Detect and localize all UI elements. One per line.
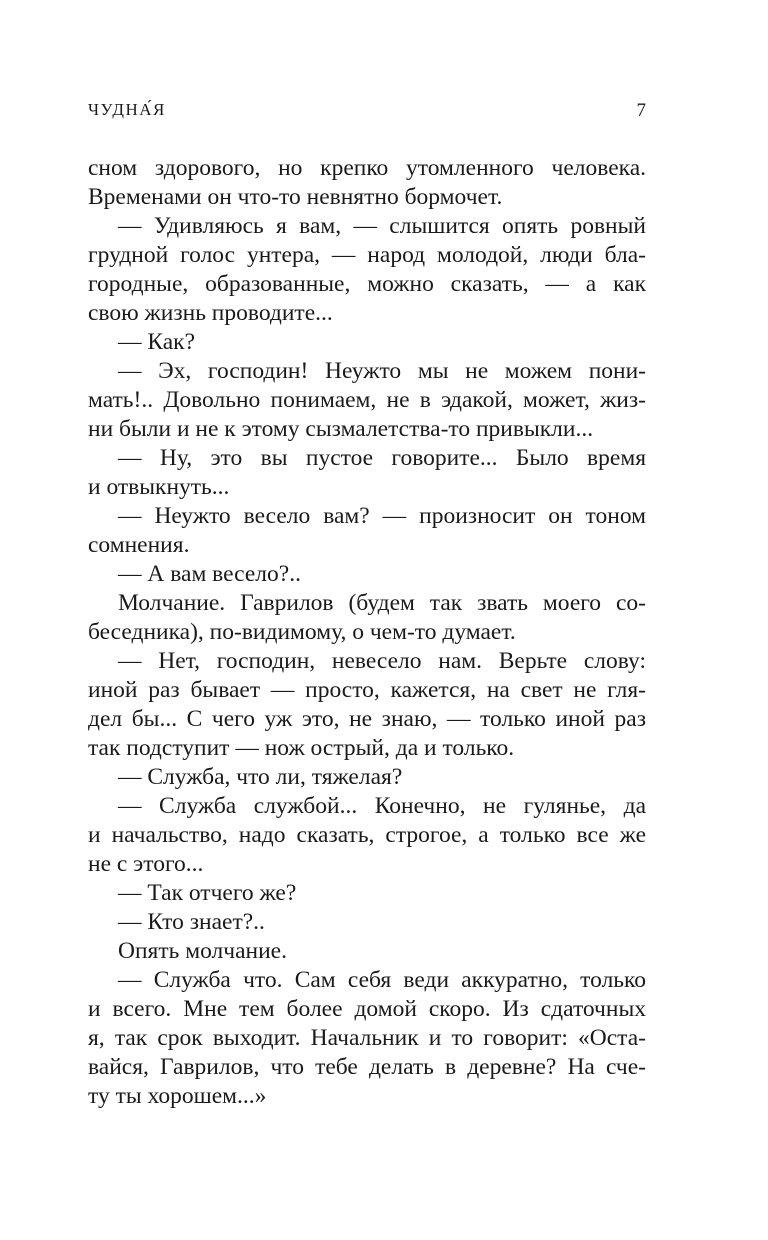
text-line: и отвыкнуть... <box>88 474 230 500</box>
text-line: — Нет, господин, невесело нам. Верьте слову: <box>118 648 646 674</box>
text-line: иной раз бывает — просто, кажется, на свет не гля- <box>88 677 646 703</box>
text-line: — Служба службой... Конечно, не гулянье, да <box>118 793 646 819</box>
text-line: — Неужто весело вам? — произносит он тоном <box>118 503 646 529</box>
paragraph <box>88 560 646 589</box>
text-line: — Удивляюсь я вам, — слышится опять ровный <box>118 213 646 239</box>
text-line: — Служба, что ли, тяжелая? <box>118 764 403 790</box>
text-line: беседника), по-видимому, о чем-то думает. <box>88 619 516 645</box>
text-line: вайся, Гаврилов, что тебе делать в деревне? На сче- <box>88 1054 646 1080</box>
text-line: — Служба что. Сам себя веди аккуратно, только <box>118 967 646 993</box>
text-line: Временами он что-то невнятно бормочет. <box>88 184 503 210</box>
paragraph <box>88 792 646 879</box>
paragraph <box>88 908 646 937</box>
text-line: мать!.. Довольно понимаем, не в эдакой, может, жиз- <box>88 387 646 413</box>
text-line: — Эх, господин! Неужто мы не можем пони- <box>118 358 646 384</box>
text-line: Опять молчание. <box>118 938 287 964</box>
page-number: 7 <box>636 100 646 121</box>
paragraph <box>88 966 646 1111</box>
text-line: сном здорового, но крепко утомленного человека. <box>88 155 646 181</box>
paragraph <box>88 763 646 792</box>
text-line: Молчание. Гаврилов (будем так звать моего со- <box>118 590 646 616</box>
text-line: — Как? <box>118 329 196 355</box>
paragraph <box>88 444 646 502</box>
running-title: ЧУДНА́Я <box>88 100 166 119</box>
paragraph <box>88 589 646 647</box>
text-line: свою жизнь проводите... <box>88 300 333 326</box>
body-text <box>88 154 646 1111</box>
text-line: грудной голос унтера, — народ молодой, люди бла- <box>88 242 646 268</box>
text-line: не с этого... <box>88 851 204 877</box>
text-line: дел бы... С чего уж это, не знаю, — только иной раз <box>88 706 646 732</box>
paragraph <box>88 502 646 560</box>
paragraph <box>88 212 646 328</box>
text-line: — Так отчего же? <box>118 880 297 906</box>
paragraph <box>88 937 646 966</box>
paragraph <box>88 647 646 763</box>
paragraph <box>88 154 646 212</box>
text-line: ни были и не к этому сызмалетства-то привыкли... <box>88 416 594 442</box>
text-line: ту ты хорошем...» <box>88 1083 267 1109</box>
text-line: и начальство, надо сказать, строгое, а только все же <box>88 822 646 848</box>
text-line: — А вам весело?.. <box>118 561 301 587</box>
paragraph <box>88 879 646 908</box>
text-line: я, так срок выходит. Начальник и то говорит: «Оста- <box>88 1025 646 1051</box>
text-line: и всего. Мне тем более домой скоро. Из сдаточных <box>88 996 646 1022</box>
running-head <box>88 100 646 126</box>
paragraph <box>88 357 646 444</box>
text-line: так подступит — нож острый, да и только. <box>88 735 515 761</box>
text-line: городные, образованные, можно сказать, — а как <box>88 271 646 297</box>
text-line: сомнения. <box>88 532 190 558</box>
paragraph <box>88 328 646 357</box>
text-line: — Кто знает?.. <box>118 909 265 935</box>
text-line: — Ну, это вы пустое говорите... Было время <box>118 445 646 471</box>
